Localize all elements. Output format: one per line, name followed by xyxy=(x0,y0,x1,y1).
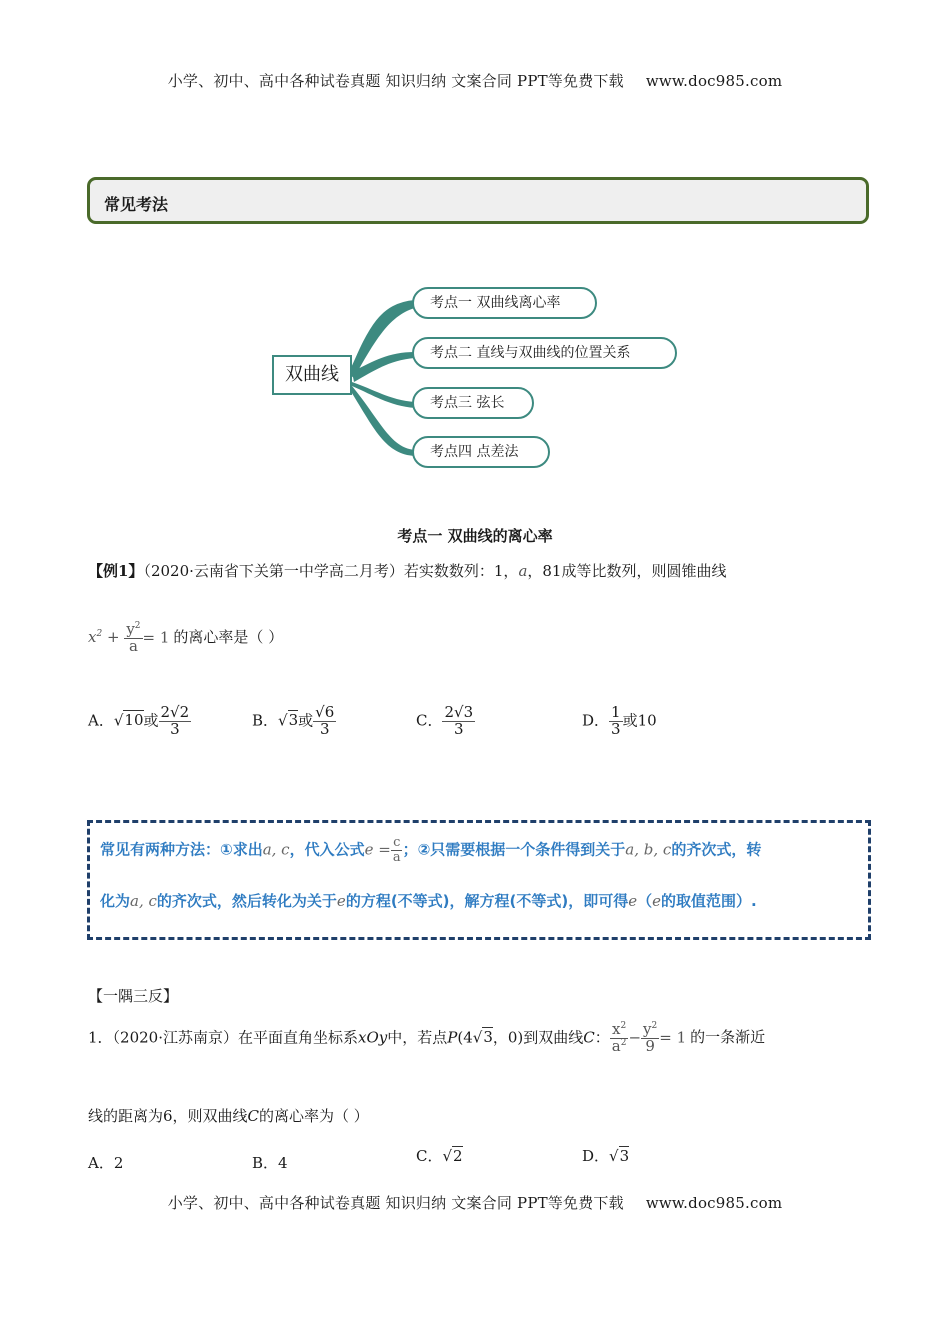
eq-x: $x^2$ + xyxy=(88,628,125,647)
practice-option-c[interactable]: C．√2 xyxy=(416,1147,463,1165)
header-text: 小学、初中、高中各种试卷真题 知识归纳 文案合同 PPT等免费下载 xyxy=(167,72,624,90)
example-1-question xyxy=(88,560,726,581)
option-b[interactable]: B．√3或 $\frac{√6}{3}$ xyxy=(252,703,335,738)
option-a[interactable]: A．√10或 $\frac{2√2}{3}$ xyxy=(88,703,190,738)
example-source: （2020·云南省下关第一中学高二月考）若实数数列：1， xyxy=(143,562,519,580)
example-1-equation xyxy=(88,622,283,655)
mindmap-root: 双曲线 xyxy=(272,355,352,395)
var-a: a xyxy=(518,562,528,580)
mindmap-node-2: 考点二 直线与双曲线的位置关系 xyxy=(412,337,677,369)
header-url[interactable]: www.doc985.com xyxy=(645,72,783,90)
topic-title: 考点一 双曲线的离心率 xyxy=(397,527,553,545)
option-c[interactable]: C． $\frac{2√3}{3}$ xyxy=(416,703,474,738)
mindmap-node-4: 考点四 点差法 xyxy=(412,436,550,468)
mindmap-node-1: 考点一 双曲线离心率 xyxy=(412,287,597,319)
eq-rhs: = 1 xyxy=(142,628,170,647)
mindmap-node-3: 考点三 弦长 xyxy=(412,387,534,419)
branch-1-fill xyxy=(350,302,415,378)
footer-text: 小学、初中、高中各种试卷真题 知识归纳 文案合同 PPT等免费下载 xyxy=(167,1194,624,1212)
section-title: 常见考法 xyxy=(104,195,169,214)
practice-q1-line1: 1．（2020·江苏南京）在平面直角坐标系xOy中，若点P(4√3，0)到双曲线C： $\frac{x^2}{a^2}$ − $\frac{y^2}{9}$ = 1 的一条渐近 xyxy=(88,1020,766,1055)
option-d[interactable]: D． $\frac{1}{3}$ 或10 xyxy=(582,703,657,738)
eq-tail: 的离心率是（ ） xyxy=(173,628,284,647)
example-label: 【例1】 xyxy=(88,562,144,580)
practice-q1-line2: 线的距离为6，则双曲线C的离心率为（ ） xyxy=(88,1107,369,1125)
page-footer xyxy=(0,1192,950,1213)
practice-option-b[interactable]: B．4 xyxy=(252,1154,288,1172)
tip-line-2: 化为a, c的齐次式，然后转化为关于e的方程(不等式)，解方程(不等式)，即可得e（e的取值范围）. xyxy=(100,892,757,910)
practice-heading: 【一隅三反】 xyxy=(88,987,179,1005)
eq-frac: $\frac{y^2}{a}$ xyxy=(126,620,141,655)
page-header xyxy=(0,70,950,91)
example-rest: ，81成等比数列，则圆锥曲线 xyxy=(527,562,727,580)
footer-url[interactable]: www.doc985.com xyxy=(645,1194,783,1212)
practice-option-a[interactable]: A．2 xyxy=(88,1154,124,1172)
practice-option-d[interactable]: D．√3 xyxy=(582,1147,630,1165)
section-title-box xyxy=(87,177,869,224)
tip-line-1: 常见有两种方法：①求出a, c，代入公式e = $\frac{c}{a}$ ；②只需要根据一个条件得到关于a, b, c的齐次式，转 xyxy=(100,835,762,865)
